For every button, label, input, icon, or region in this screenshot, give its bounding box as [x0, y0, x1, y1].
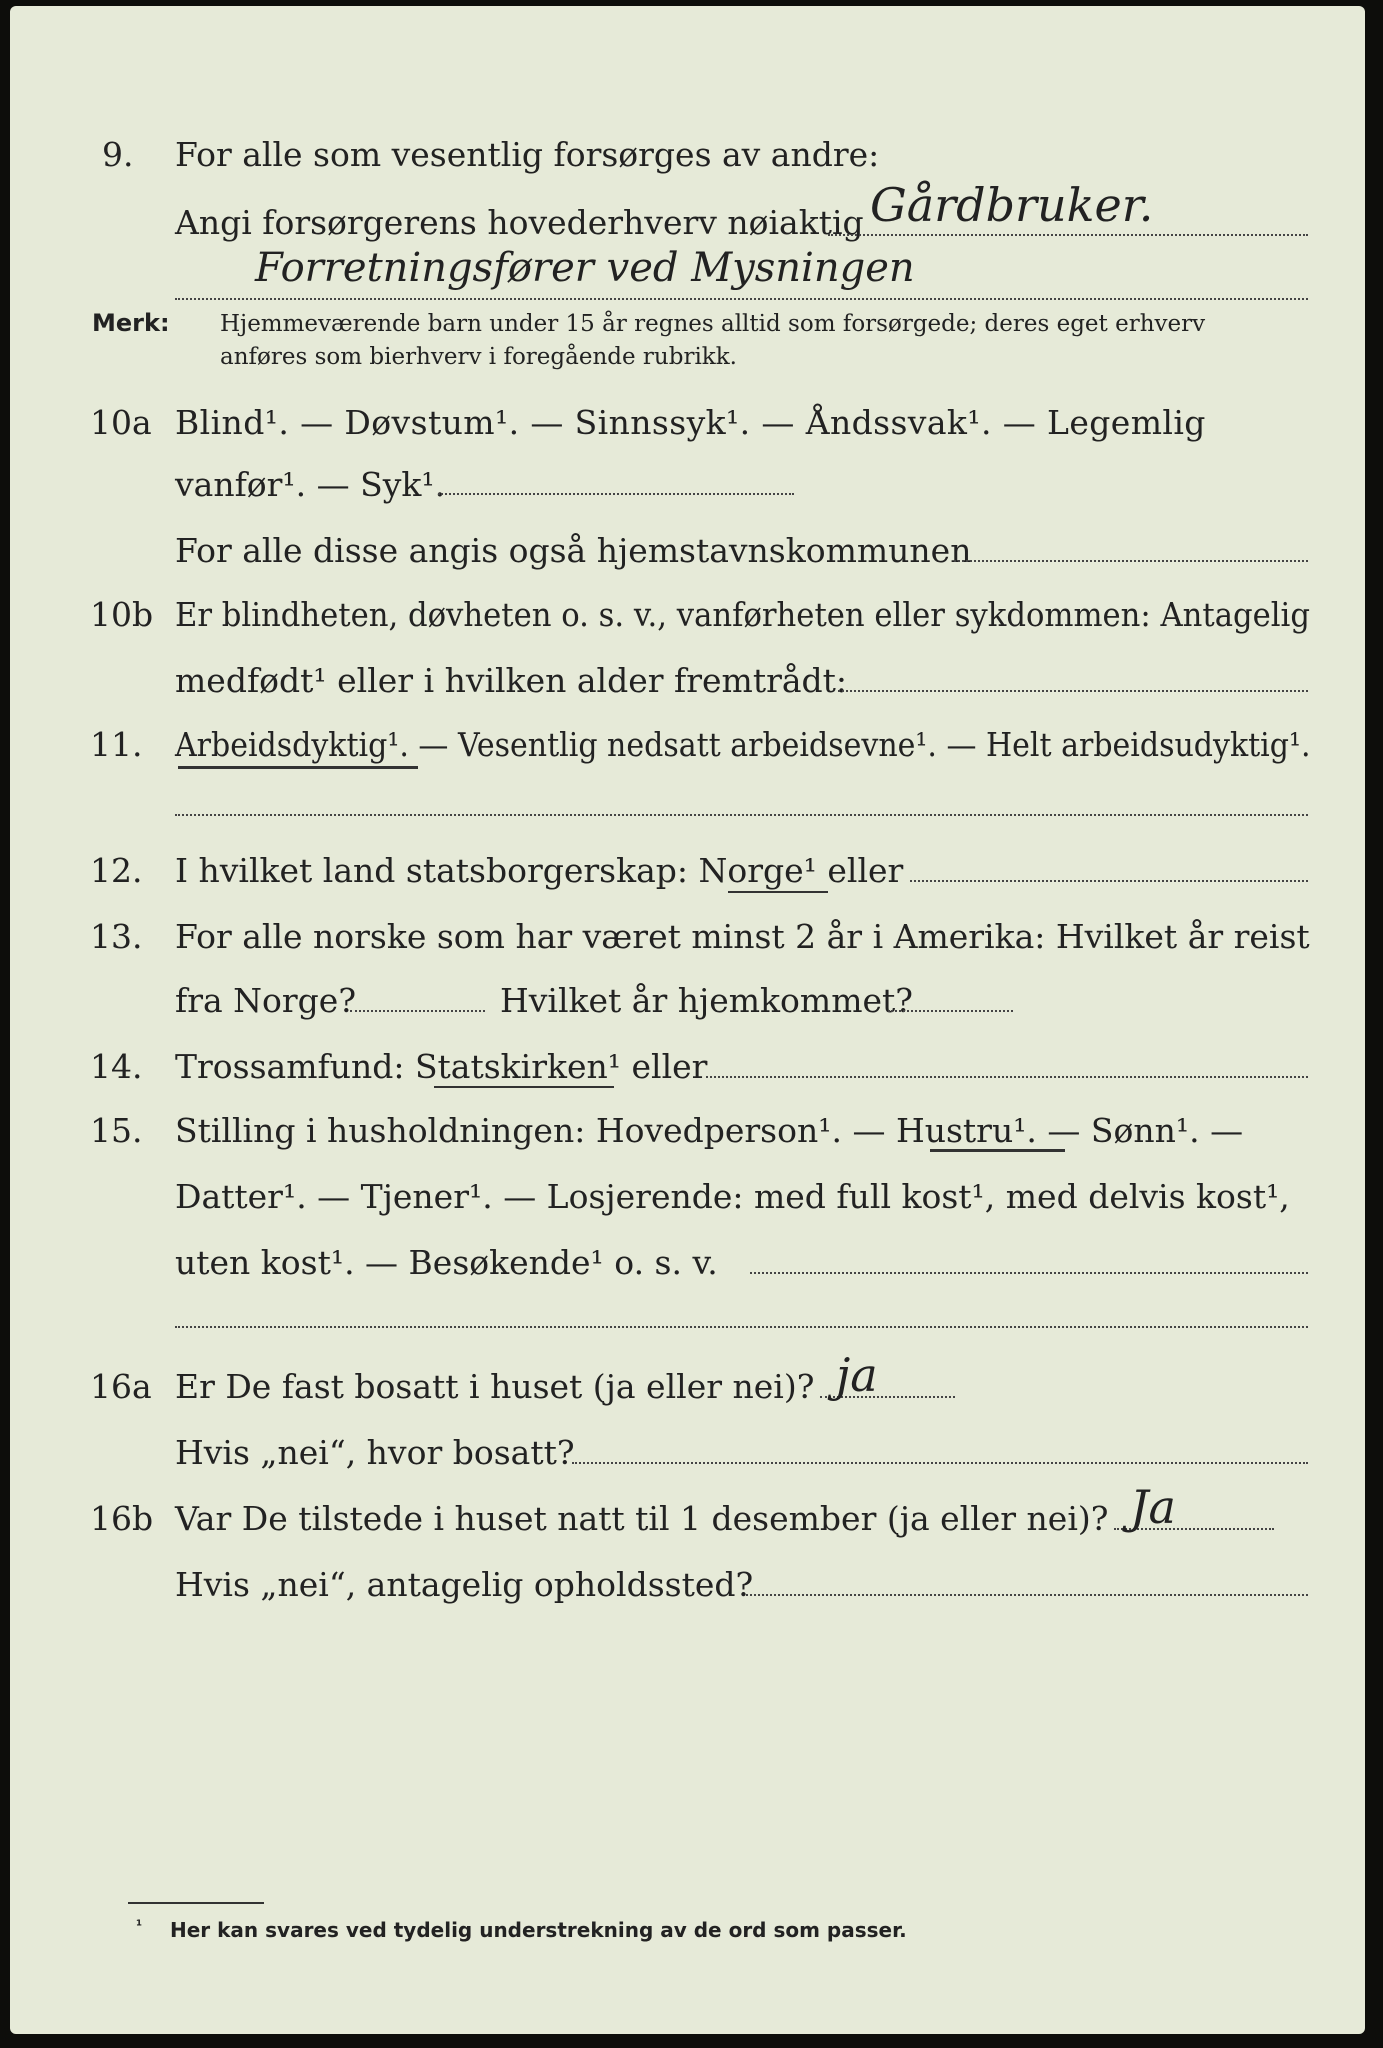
q15-answer-line2 — [175, 1326, 1308, 1328]
q16b-opholdssted-line — [746, 1594, 1308, 1596]
q10a-line3: For alle disse angis også hjemstavnskommunen — [175, 531, 972, 570]
q15-line3: uten kost¹. — Besøkende¹ o. s. v. — [175, 1243, 718, 1282]
q10a-hjemstavn-line — [954, 560, 1308, 562]
q15-line2: Datter¹. — Tjener¹. — Losjerende: med full kost¹, med delvis kost¹, — [175, 1177, 1290, 1216]
q11-answer-line — [175, 814, 1308, 816]
q13-number: 13. — [90, 917, 143, 956]
q11-line1: Arbeidsdyktig¹. — Vesentlig nedsatt arbeidsevne¹. — Helt arbeidsudyktig¹. — [175, 725, 1311, 764]
q9-answer-line2 — [175, 298, 1308, 300]
q13-reist-line — [350, 1010, 485, 1012]
q14-statskirken-underline — [434, 1086, 614, 1088]
q9-number: 9. — [102, 135, 134, 174]
q10a-line2: vanfør¹. — Syk¹. — [175, 465, 446, 504]
q16b-number: 16b — [90, 1499, 154, 1538]
q16a-number: 16a — [90, 1367, 152, 1406]
q9-answer-line — [828, 234, 1308, 236]
q15-line1: Stilling i husholdningen: Hovedperson¹. — Hustru¹. — Sønn¹. — — [175, 1111, 1244, 1150]
q16a-line2: Hvis „nei“, hvor bosatt? — [175, 1433, 575, 1472]
q12-answer-line — [910, 880, 1308, 882]
q10b-number: 10b — [90, 595, 154, 634]
q16a-line1: Er De fast bosatt i huset (ja eller nei)? — [175, 1367, 815, 1406]
q9-handwritten-answer1: Gårdbruker. — [870, 178, 1154, 232]
q10a-number: 10a — [90, 403, 152, 442]
q15-hustru-underline — [930, 1149, 1065, 1152]
merk-line1: Hjemmeværende barn under 15 år regnes alltid som forsørgede; deres eget erhverv — [220, 311, 1206, 337]
q14-number: 14. — [90, 1047, 143, 1086]
q12-line1: I hvilket land statsborgerskap: Norge¹ eller — [175, 851, 904, 890]
q9-handwritten-answer2: Forretningsfører ved Mysningen — [255, 245, 915, 291]
census-form-page — [10, 6, 1365, 2034]
q16b-line2: Hvis „nei“, antagelig opholdssted? — [175, 1565, 754, 1604]
q10b-line2: medfødt¹ eller i hvilken alder fremtrådt: — [175, 661, 848, 700]
q13-line2b: Hvilket år hjemkommet? — [500, 981, 913, 1020]
q12-norge-underline — [728, 891, 828, 893]
q10a-line1: Blind¹. — Døvstum¹. — Sinnssyk¹. — Åndssvak¹. — Legemlig — [175, 403, 1206, 442]
q10b-line1: Er blindheten, døvheten o. s. v., vanførheten eller sykdommen: Antagelig — [175, 595, 1310, 634]
footnote-mark: ¹ — [136, 1918, 143, 1934]
q9-line1: For alle som vesentlig forsørges av andre: — [175, 135, 880, 174]
q11-number: 11. — [90, 725, 143, 764]
footnote-text: Her kan svares ved tydelig understrekning av de ord som passer. — [170, 1918, 907, 1942]
q12-number: 12. — [90, 851, 143, 890]
q14-line1: Trossamfund: Statskirken¹ eller — [175, 1047, 708, 1086]
q14-answer-line — [706, 1076, 1308, 1078]
merk-label: Merk: — [92, 309, 170, 337]
q9-line2: Angi forsørgerens hovederhverv nøiaktig — [175, 203, 864, 242]
q13-hjemkommet-line — [888, 1010, 1013, 1012]
q16a-bosatt-line — [572, 1462, 1308, 1464]
q11-underline-handwritten — [178, 766, 418, 769]
footnote-separator — [128, 1902, 264, 1904]
q16b-line1: Var De tilstede i huset natt til 1 desember (ja eller nei)? — [175, 1499, 1109, 1538]
q15-answer-line — [750, 1272, 1308, 1274]
q13-line2a: fra Norge? — [175, 981, 357, 1020]
q15-number: 15. — [90, 1111, 143, 1150]
q10b-alder-line — [838, 690, 1308, 692]
q13-line1: For alle norske som har været minst 2 år i Amerika: Hvilket år reist — [175, 917, 1310, 956]
merk-line2: anføres som bierhverv i foregående rubrikk. — [220, 344, 737, 370]
q16b-handwritten-answer: Ja — [1130, 1480, 1176, 1534]
q16a-handwritten-answer: ja — [836, 1348, 878, 1402]
q10a-syk-line — [438, 493, 794, 495]
